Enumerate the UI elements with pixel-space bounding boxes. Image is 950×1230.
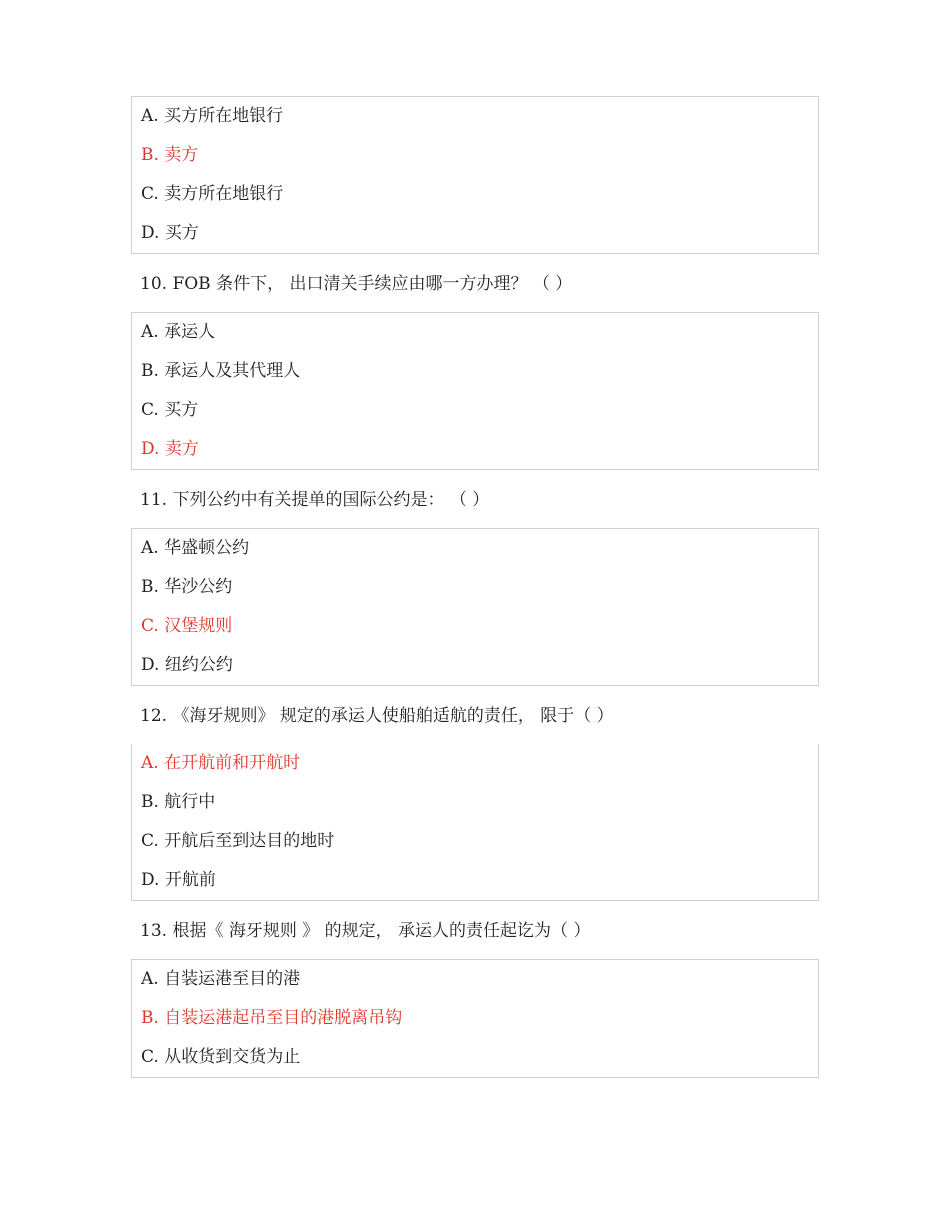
options-box-q10 (131, 312, 819, 470)
option-q12-a-correct: A. 在开航前和开航时 (141, 753, 301, 773)
option-q9-c: C. 卖方所在地银行 (141, 184, 284, 204)
option-q13-b-correct: B. 自装运港起吊至目的港脱离吊钩 (141, 1008, 403, 1028)
option-q11-d: D. 纽约公约 (141, 655, 233, 675)
option-q11-a: A. 华盛顿公约 (141, 538, 250, 558)
option-q9-a: A. 买方所在地银行 (141, 106, 284, 126)
option-q12-b: B. 航行中 (141, 792, 216, 812)
option-q11-b: B. 华沙公约 (141, 577, 233, 597)
options-box-q11 (131, 528, 819, 686)
options-box-q13 (131, 959, 819, 1078)
option-q10-b: B. 承运人及其代理人 (141, 361, 301, 381)
option-q13-c: C. 从收货到交货为止 (141, 1047, 301, 1067)
option-q10-a: A. 承运人 (141, 322, 216, 342)
option-q11-c-correct: C. 汉堡规则 (141, 616, 233, 636)
question-10: 10. FOB 条件下， 出口清关手续应由哪一方办理？ （ ） (140, 274, 573, 294)
question-13: 13. 根据《 海牙规则 》 的规定， 承运人的责任起讫为（ ） (140, 921, 591, 941)
option-q12-c: C. 开航后至到达目的地时 (141, 831, 335, 851)
option-q13-a: A. 自装运港至目的港 (141, 969, 301, 989)
option-q10-c: C. 买方 (141, 400, 199, 420)
option-q9-b-correct: B. 卖方 (141, 145, 199, 165)
quiz-page (131, 96, 819, 1078)
question-12: 12. 《海牙规则》 规定的承运人使船舶适航的责任， 限于（ ） (140, 706, 614, 726)
options-box-q9 (131, 96, 819, 254)
option-q9-d: D. 买方 (141, 223, 199, 243)
option-q10-d-correct: D. 卖方 (141, 439, 199, 459)
option-q12-d: D. 开航前 (141, 870, 216, 890)
question-11: 11. 下列公约中有关提单的国际公约是： （ ） (140, 490, 490, 510)
options-box-q12 (131, 744, 819, 901)
